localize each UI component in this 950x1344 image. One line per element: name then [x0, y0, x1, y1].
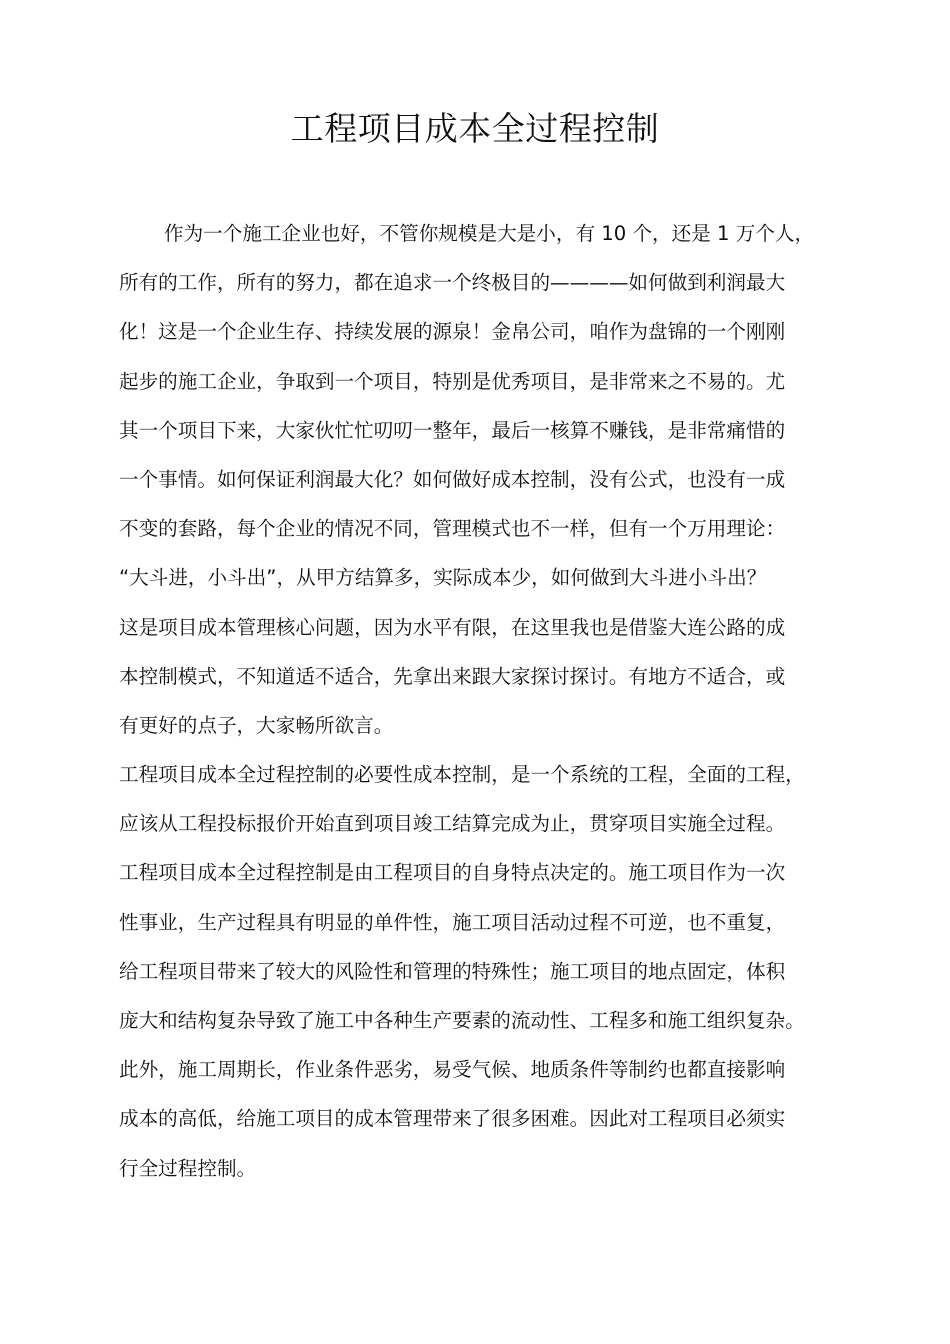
text-line: 所有的工作，所有的努力，都在追求一个终极目的————如何做到利润最大: [119, 271, 786, 295]
text-line: 本控制模式，不知道适不适合，先拿出来跟大家探讨探讨。有地方不适合，或: [119, 664, 786, 688]
text-line: 行全过程控制。: [119, 1156, 257, 1180]
text-line: 化！这是一个企业生存、持续发展的源泉！金帛公司，咱作为盘锦的一个刚刚: [119, 320, 786, 344]
text-line: 工程项目成本全过程控制的必要性成本控制，是一个系统的工程，全面的工程，: [119, 763, 805, 787]
text-line: 工程项目成本全过程控制是由工程项目的自身特点决定的。施工项目作为一次: [119, 861, 786, 885]
text-line: 庞大和结构复杂导致了施工中各种生产要素的流动性、工程多和施工组织复杂。: [119, 1009, 805, 1032]
text-line: 有更好的点子，大家畅所欲言。: [119, 713, 394, 737]
text-line: 性事业，生产过程具有明显的单件性，施工项目活动过程不可逆，也不重复，: [119, 910, 786, 934]
text-line: “大斗进，小斗出”，从甲方结算多，实际成本少，如何做到大斗进小斗出？: [119, 566, 767, 590]
text-line: 起步的施工企业，争取到一个项目，特别是优秀项目，是非常来之不易的。尤: [119, 369, 786, 393]
text-line: 一个事情。如何保证利润最大化？如何做好成本控制，没有公式，也没有一成: [119, 467, 786, 491]
document-body: [119, 209, 879, 1193]
text-line: 不变的套路，每个企业的情况不同，管理模式也不一样，但有一个万用理论：: [119, 517, 786, 541]
text-line: 给工程项目带来了较大的风险性和管理的特殊性；施工项目的地点固定，体积: [119, 959, 786, 983]
text-line: 应该从工程投标报价开始直到项目竣工结算完成为止，贯穿项目实施全过程。: [119, 812, 786, 836]
text-line: 成本的高低，给施工项目的成本管理带来了很多困难。因此对工程项目必须实: [119, 1107, 786, 1131]
text-line: 此外，施工周期长，作业条件恶劣，易受气候、地质条件等制约也都直接影响: [119, 1058, 786, 1082]
text-line: 作为一个施工企业也好，不管你规模是大是小，有 10 个，还是 1 万个人，: [164, 222, 815, 245]
text-line: 其一个项目下来，大家伙忙忙叨叨一整年，最后一核算不赚钱，是非常痛惜的: [119, 418, 786, 442]
document-title: 工程项目成本全过程控制: [290, 109, 660, 148]
text-line: 这是项目成本管理核心问题，因为水平有限，在这里我也是借鉴大连公路的成: [119, 615, 786, 639]
